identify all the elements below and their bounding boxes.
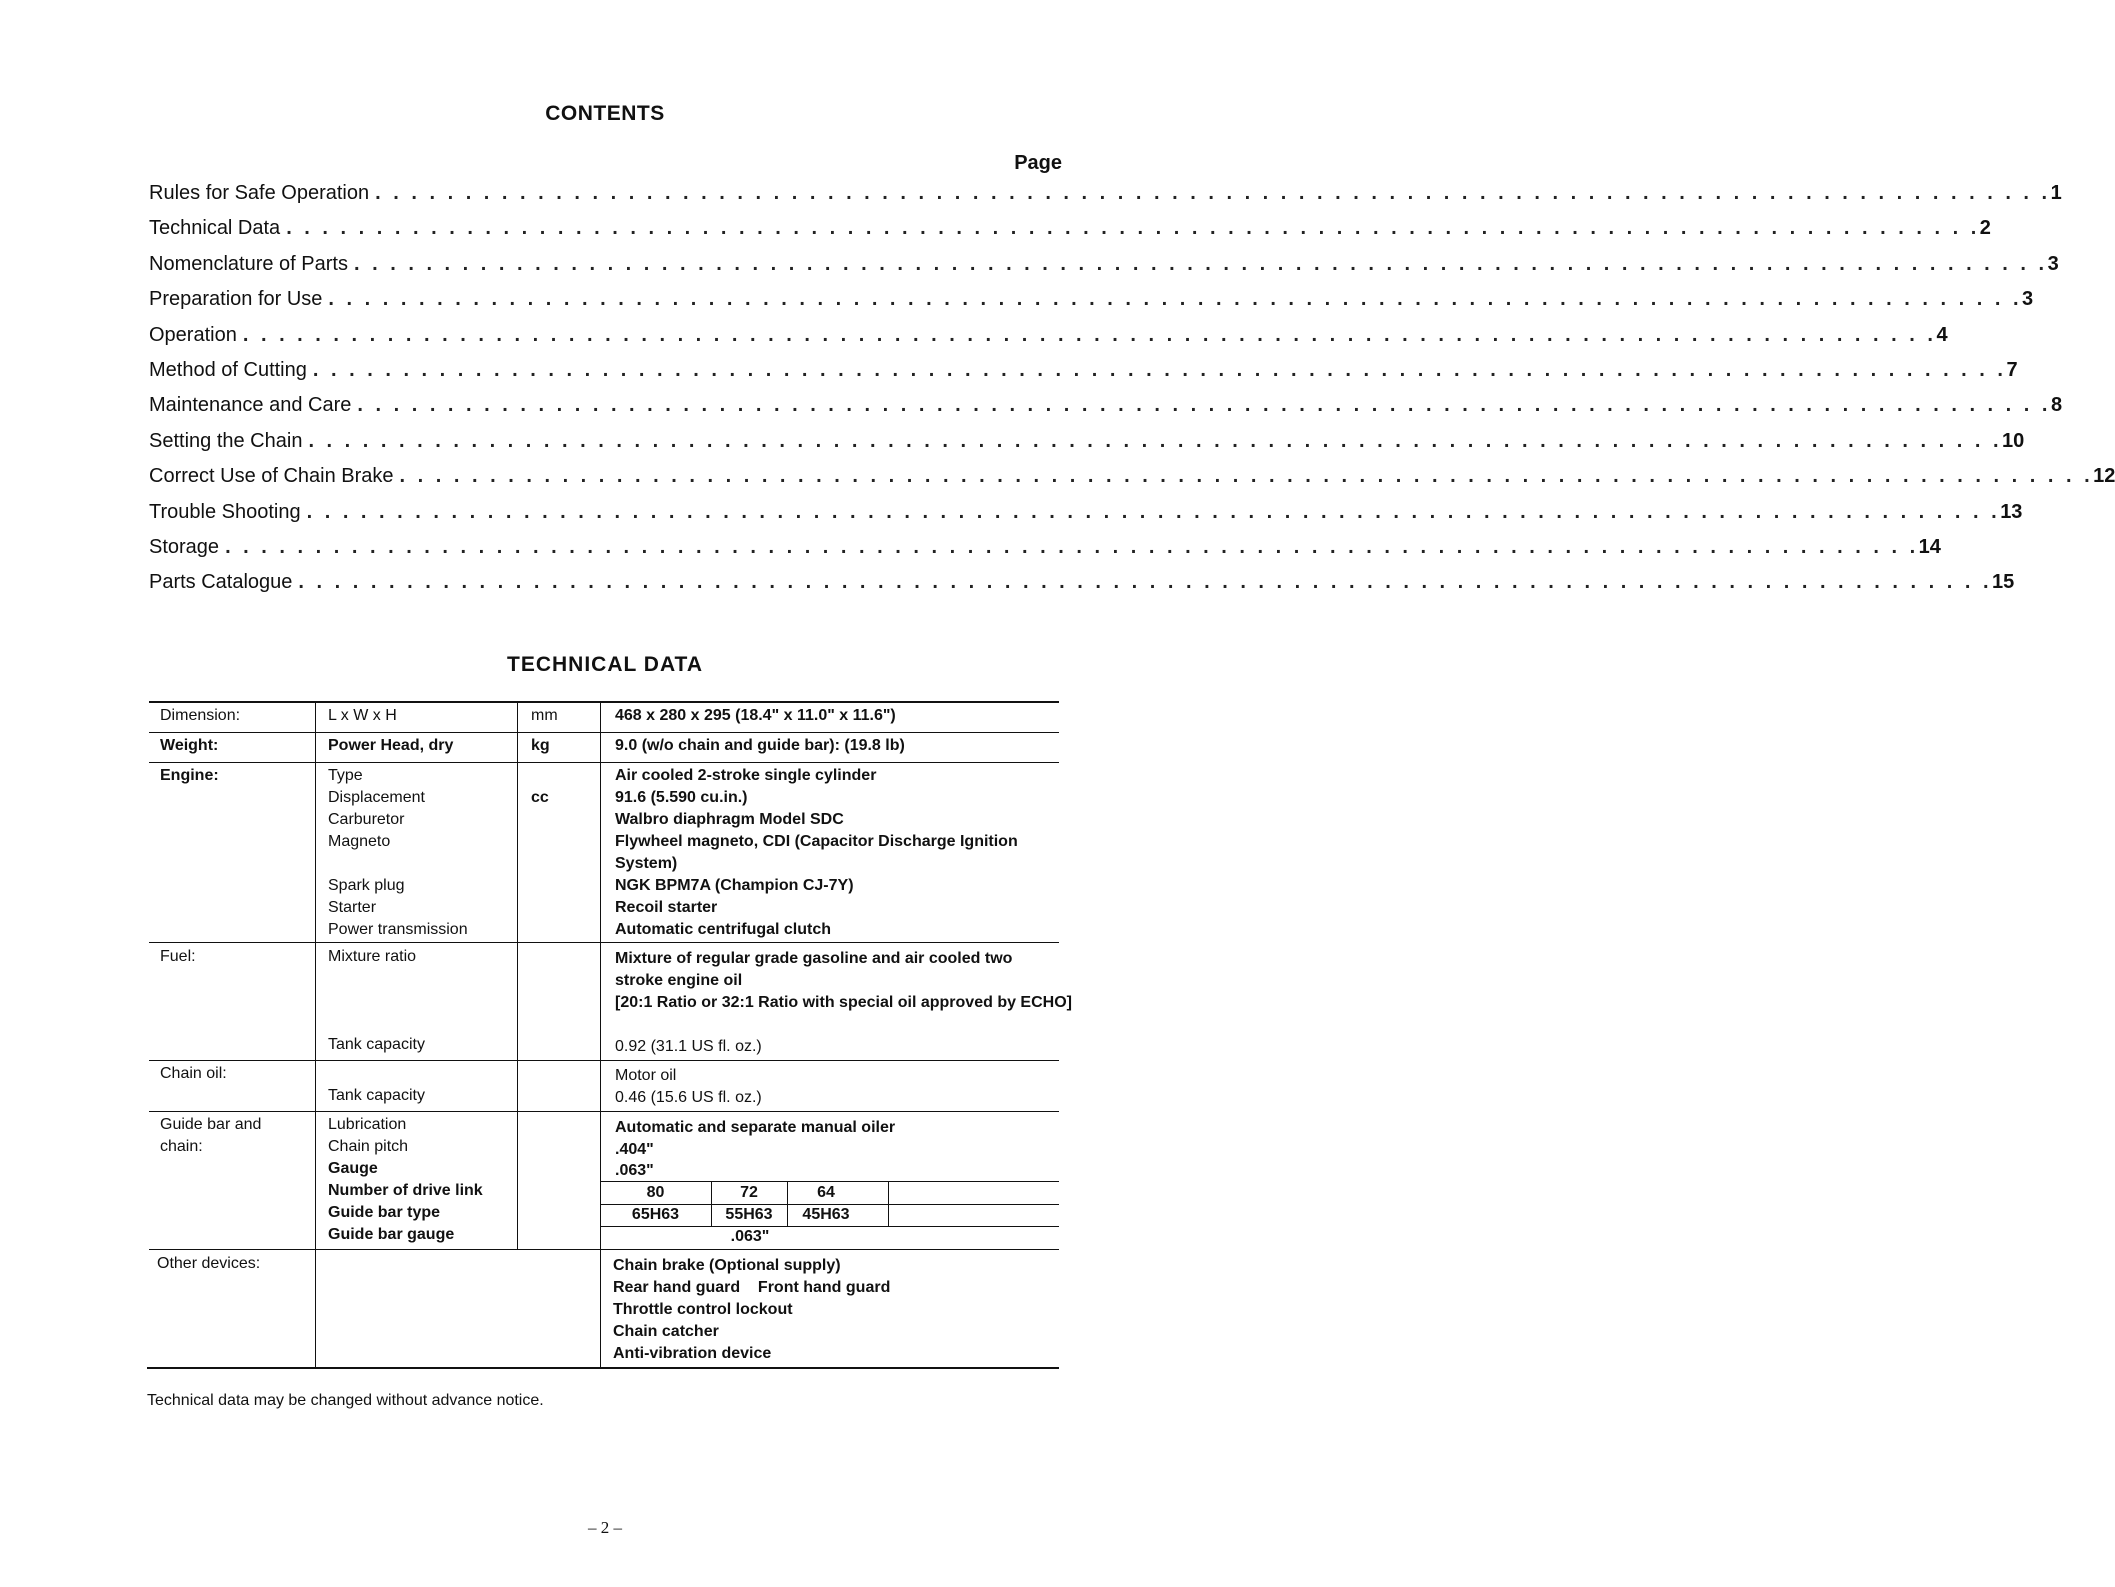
other-device: Chain catcher (613, 1323, 719, 1340)
row-label-weight: Weight: (160, 737, 219, 754)
oil-tank-value: 0.46 (15.6 US fl. oz.) (615, 1089, 762, 1106)
engine-item: Magneto (328, 833, 391, 850)
toc-entry-page: 4 (1936, 323, 1948, 346)
gauge-value: .063" (615, 1162, 654, 1179)
toc-entry-label: Operation (149, 323, 237, 346)
guide-bar-type: 55H63 (725, 1206, 773, 1223)
chain-oil-type: Motor oil (615, 1067, 677, 1084)
fuel-mixture-line: [20:1 Ratio or 32:1 Ratio with special oil approved by ECHO] (615, 994, 1072, 1011)
engine-value: NGK BPM7A (Champion CJ-7Y) (615, 877, 854, 894)
item-mixture-ratio: Mixture ratio (328, 948, 417, 965)
guide-bar-item: Lubrication (328, 1116, 407, 1133)
toc-entry-page: 1 (2050, 182, 2062, 204)
toc-leader-dots: . . . . . . . . . . . . . . . . . . . . . . . . . . . . . . . . . . . . . . . . . . . . . . . . . . . . . . . . . . . . . . . . . . . . . . . . . . . . . . . . . . . . . . . . . . . . . . (286, 217, 1980, 240)
chain-pitch-value: .404" (615, 1141, 654, 1158)
toc-entry-label: Storage (149, 535, 220, 558)
engine-item: Starter (328, 899, 377, 916)
toc-entry-label: Rules for Safe Operation (149, 182, 370, 204)
other-device: Chain brake (Optional supply) (613, 1257, 841, 1274)
engine-value: Flywheel magneto, CDI (Capacitor Discharge Ignition (615, 833, 1018, 850)
guide-bar-item: Guide bar gauge (328, 1226, 455, 1243)
toc-entry-label: Trouble Shooting (149, 500, 301, 523)
guide-bar-item: Number of drive link (328, 1182, 483, 1199)
row-divider (149, 1249, 1059, 1250)
unit-dimension: mm (531, 707, 558, 724)
row-label-guide-bar-cont: chain: (160, 1138, 203, 1155)
engine-value: 91.6 (5.590 cu.in.) (615, 789, 748, 806)
engine-item: Power transmission (328, 921, 468, 938)
drive-link-count: 64 (817, 1184, 835, 1201)
row-label-guide-bar: Guide bar and (160, 1116, 262, 1133)
engine-value: Automatic centrifugal clutch (615, 921, 832, 938)
fuel-tank-value: 0.92 (31.1 US fl. oz.) (615, 1038, 762, 1055)
contents-heading: CONTENTS (545, 102, 665, 125)
toc-entry-label: Preparation for Use (149, 288, 323, 311)
guide-bar-gauge-value: .063" (730, 1228, 770, 1245)
column-divider (600, 702, 601, 1367)
toc-leader-dots: . . . . . . . . . . . . . . . . . . . . . . . . . . . . . . . . . . . . . . . . . . . . . . . . . . . . . . . . . . . . . . . . . . . . . . . . . . . . . . . . . . . . . . . . . . . . . (375, 182, 2051, 204)
toc-leader-dots: . . . . . . . . . . . . . . . . . . . . . . . . . . . . . . . . . . . . . . . . . . . . . . . . . . . . . . . . . . . . . . . . . . . . . . . . . . . . . . . . . . . . . . . . . . . . . . (357, 394, 2051, 417)
toc-entry-label: Maintenance and Care (149, 394, 352, 417)
toc-entry-page: 15 (1992, 571, 2015, 594)
toc-entry-label: Correct Use of Chain Brake (149, 465, 394, 488)
fuel-mixture-line: Mixture of regular grade gasoline and air cooled two (615, 950, 1013, 967)
guide-bar-type: 45H63 (802, 1206, 850, 1223)
other-device: Throttle control lockout (613, 1301, 793, 1318)
row-divider (149, 762, 1059, 763)
value-weight: 9.0 (w/o chain and guide bar): (19.8 lb) (615, 737, 905, 754)
toc-leader-dots: . . . . . . . . . . . . . . . . . . . . . . . . . . . . . . . . . . . . . . . . . . . . . . . . . . . . . . . . . . . . . . . . . . . . . . . . . . . . . . . . . . . . . . . . . . . . . . (306, 500, 2001, 523)
toc-entry-label: Nomenclature of Parts (149, 252, 348, 275)
toc-entry-label: Technical Data (149, 217, 281, 240)
toc-entry-page: 3 (2022, 288, 2034, 311)
toc-entry-label: Setting the Chain (149, 429, 303, 452)
guide-bar-item: Guide bar type (328, 1204, 441, 1221)
table-bottom-rule (147, 1367, 1059, 1369)
toc-leader-dots: . . . . . . . . . . . . . . . . . . . . . . . . . . . . . . . . . . . . . . . . . . . . . . . . . . . . . . . . . . . . . . . . . . . . . . . . . . . . . . . . . . . . . . . . . . . . . . (308, 429, 2003, 452)
row-divider (149, 732, 1059, 733)
unit-weight: kg (531, 737, 550, 754)
subgrid-rule (600, 1226, 1059, 1227)
disclaimer-note: Technical data may be changed without advance notice. (147, 1392, 544, 1409)
toc-entry-page: 13 (2000, 500, 2023, 523)
fuel-mixture-line: stroke engine oil (615, 972, 743, 989)
engine-item: Displacement (328, 789, 425, 806)
row-divider (149, 1111, 1059, 1112)
toc-entry-page: 8 (2050, 394, 2063, 417)
guide-bar-item: Gauge (328, 1160, 378, 1177)
toc-entry-label: Method of Cutting (149, 358, 307, 381)
toc-leader-dots: . . . . . . . . . . . . . . . . . . . . . . . . . . . . . . . . . . . . . . . . . . . . . . . . . . . . . . . . . . . . . . . . . . . . . . . . . . . . . . . . . . . . . . . . . . . . . . (242, 323, 1937, 346)
value-dimension: 468 x 280 x 295 (18.4" x 11.0" x 11.6") (615, 707, 896, 724)
toc-leader-dots: . . . . . . . . . . . . . . . . . . . . . . . . . . . . . . . . . . . . . . . . . . . . . . . . . . . . . . . . . . . . . . . . . . . . . . . . . . . . . . . . . . . . . . . . . . . . . . (225, 535, 1919, 558)
item-oil-tank: Tank capacity (328, 1087, 425, 1104)
item-weight: Power Head, dry (328, 737, 454, 754)
toc-entry-page: 2 (1979, 217, 1991, 240)
other-device: Rear hand guard Front hand guard (613, 1279, 891, 1296)
column-divider (517, 702, 518, 1249)
engine-value: System) (615, 855, 678, 872)
row-divider (149, 942, 1059, 943)
toc-leader-dots: . . . . . . . . . . . . . . . . . . . . . . . . . . . . . . . . . . . . . . . . . . . . . . . . . . . . . . . . . . . . . . . . . . . . . . . . . . . . . . . . . . . . . . . . . . . . . . (298, 571, 1993, 594)
toc-entry-label: Parts Catalogue (149, 571, 293, 594)
engine-item: Type (328, 767, 363, 784)
lubrication-value: Automatic and separate manual oiler (615, 1119, 896, 1136)
item-fuel-tank: Tank capacity (328, 1036, 425, 1053)
toc-leader-dots: . . . . . . . . . . . . . . . . . . . . . . . . . . . . . . . . . . . . . . . . . . . . . . . . . . . . . . . . . . . . . . . . . . . . . . . . . . . . . . . . . . . . . . . . . . . . . . (399, 465, 2094, 488)
row-label-fuel: Fuel: (160, 948, 196, 965)
drive-link-count: 72 (740, 1184, 758, 1201)
row-label-engine: Engine: (160, 767, 219, 784)
toc-entry-page: 14 (1918, 535, 1941, 558)
table-top-rule (149, 701, 1059, 703)
page-column-label: Page (1014, 152, 1062, 174)
engine-value: Recoil starter (615, 899, 718, 916)
toc-entry-page: 7 (2006, 358, 2018, 381)
toc-leader-dots: . . . . . . . . . . . . . . . . . . . . . . . . . . . . . . . . . . . . . . . . . . . . . . . . . . . . . . . . . . . . . . . . . . . . . . . . . . . . . . . . . . . . . . . . . . . . . . (312, 358, 2007, 381)
row-divider (149, 1060, 1059, 1061)
row-label-chain-oil: Chain oil: (160, 1065, 227, 1082)
engine-item: Spark plug (328, 877, 405, 894)
unit-displacement: cc (531, 789, 549, 806)
toc-entry-page: 12 (2093, 465, 2115, 488)
technical-data-heading: TECHNICAL DATA (507, 653, 703, 676)
toc-entry-page: 3 (2047, 252, 2059, 275)
drive-link-count: 80 (646, 1184, 665, 1201)
subgrid-divider (888, 1182, 889, 1226)
guide-bar-type: 65H63 (631, 1206, 680, 1223)
engine-value: Air cooled 2-stroke single cylinder (615, 767, 877, 784)
guide-bar-item: Chain pitch (328, 1138, 409, 1155)
row-label-dimension: Dimension: (160, 707, 241, 724)
engine-value: Walbro diaphragm Model SDC (615, 811, 844, 828)
other-device: Anti-vibration device (613, 1345, 772, 1362)
column-divider (315, 702, 316, 1367)
engine-item: Carburetor (328, 811, 405, 828)
item-dimension: L x W x H (328, 707, 397, 724)
toc-leader-dots: . . . . . . . . . . . . . . . . . . . . . . . . . . . . . . . . . . . . . . . . . . . . . . . . . . . . . . . . . . . . . . . . . . . . . . . . . . . . . . . . . . . . . . . . . . . . . . (353, 252, 2048, 275)
toc-entry-page: 10 (2002, 429, 2025, 452)
toc-leader-dots: . . . . . . . . . . . . . . . . . . . . . . . . . . . . . . . . . . . . . . . . . . . . . . . . . . . . . . . . . . . . . . . . . . . . . . . . . . . . . . . . . . . . . . . . . . . . . . (328, 288, 2023, 311)
row-label-other-devices: Other devices: (157, 1255, 261, 1272)
page-number: – 2 – (588, 1518, 622, 1537)
